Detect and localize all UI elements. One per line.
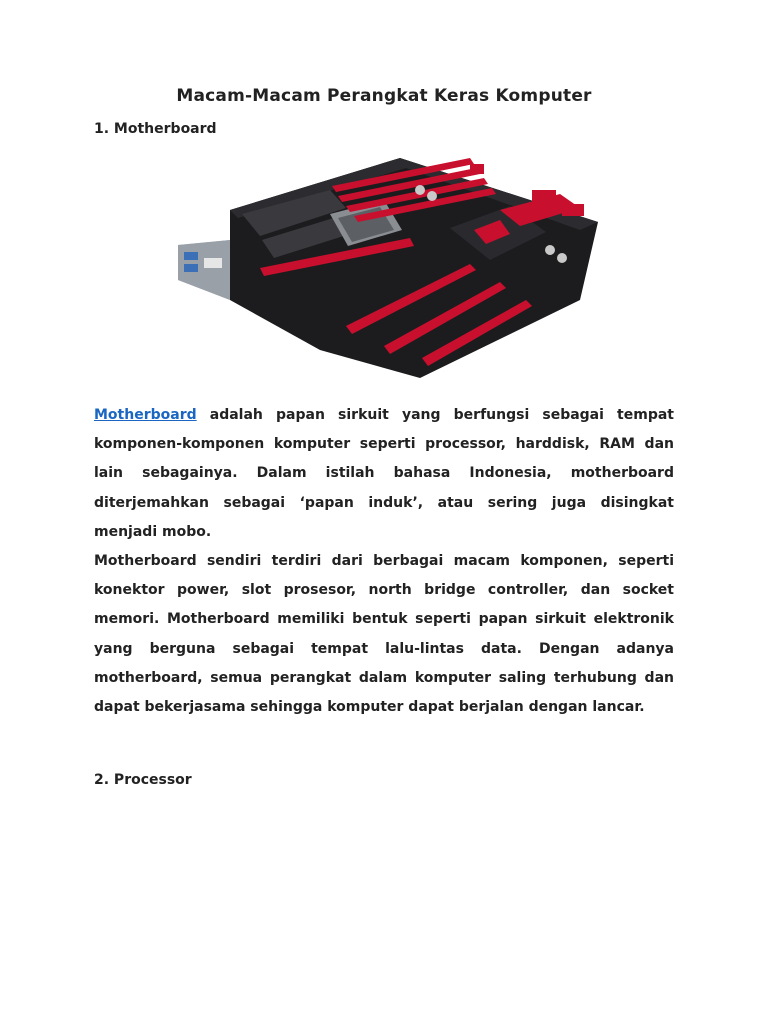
paragraph-1 [94, 401, 674, 547]
motherboard-image [170, 150, 602, 382]
motherboard-link[interactable]: Motherboard [94, 407, 197, 423]
motherboard-description [94, 401, 674, 722]
page-title: Macam-Macam Perangkat Keras Komputer [176, 86, 592, 106]
section-heading-motherboard: 1. Motherboard [94, 121, 217, 137]
paragraph-1-text: adalah papan sirkuit yang berfungsi sebagai tempat komponen-komponen komputer seperti processor, harddisk, RAM dan lain sebagainya. Dalam istilah bahasa Indonesia, motherboard diterjemahkan sebagai ‘papan induk’, atau sering juga disingkat menjadi mobo. [94, 407, 674, 540]
paragraph-2: Motherboard sendiri terdiri dari berbagai macam komponen, seperti konektor power, slot prosesor, north bridge controller, dan socket memori. Motherboard memiliki bentuk seperti papan sirkuit elektronik yang berguna sebagai tempat lalu-lintas data. Dengan adanya motherboard, semua perangkat dalam komputer saling terhubung dan dapat bekerjasama sehingga komputer dapat berjalan dengan lancar. [94, 553, 674, 716]
section-heading-processor: 2. Processor [94, 772, 192, 788]
